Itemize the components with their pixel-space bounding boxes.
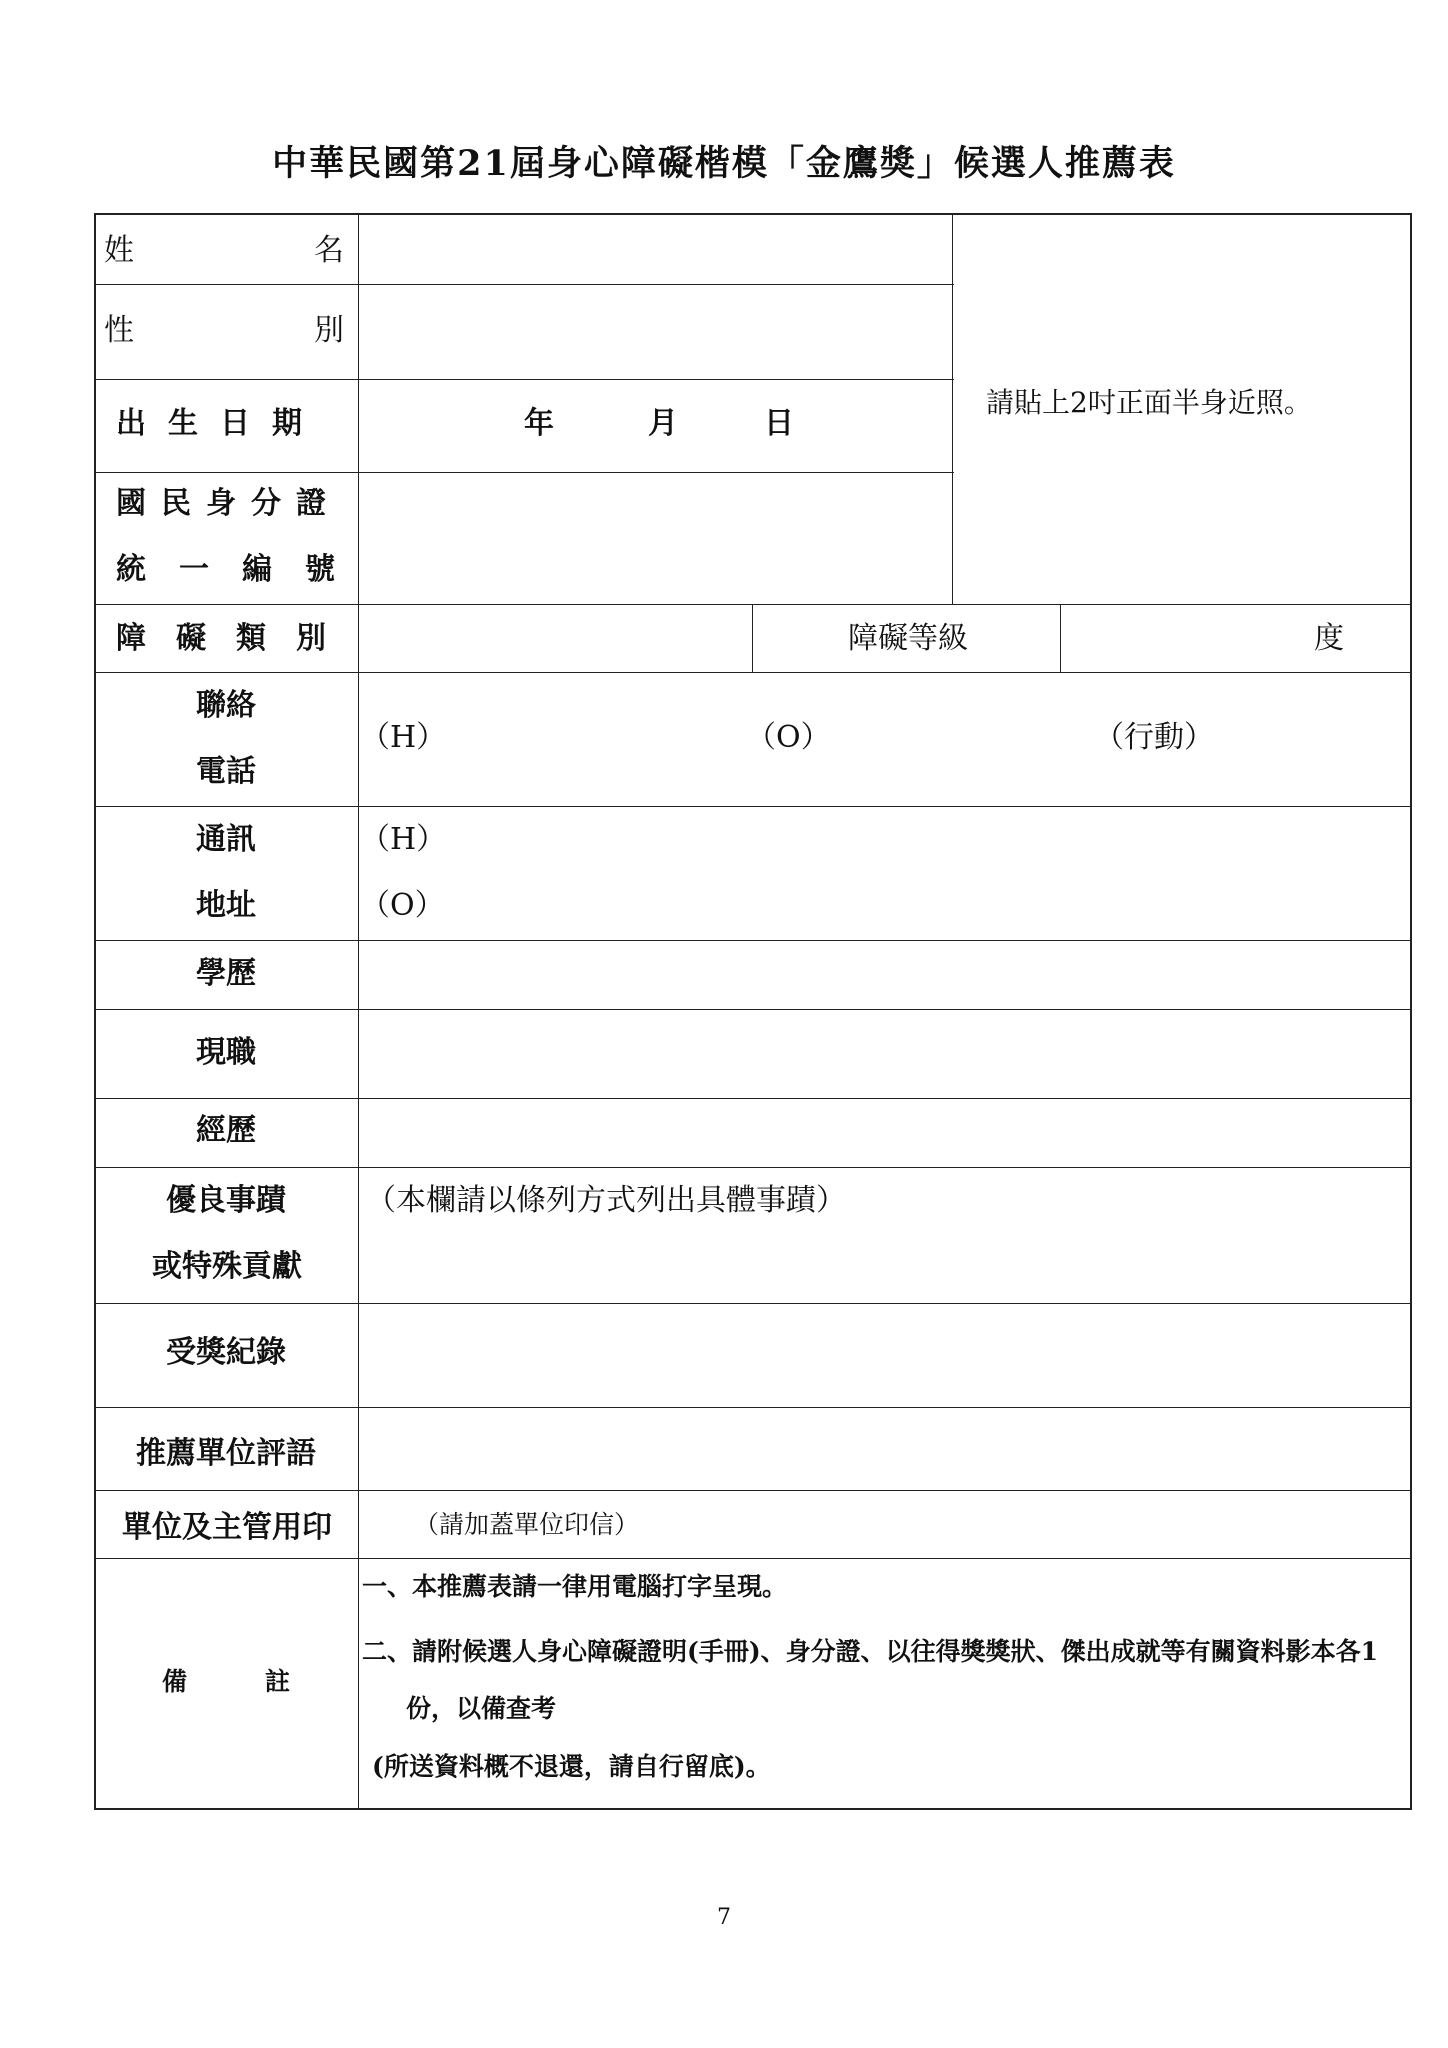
experience-input[interactable]	[360, 1100, 1410, 1166]
row-divider	[96, 1558, 1412, 1559]
disability-level-label: 障礙等級	[848, 621, 968, 656]
achievement-label-line2: 或特殊貢獻	[152, 1249, 302, 1284]
remarks-note-2-line2: 份，以備查考	[406, 1694, 557, 1723]
phone-home-label: （H）	[360, 720, 447, 755]
address-input[interactable]	[360, 808, 1410, 938]
seal-label: 單位及主管用印	[122, 1510, 332, 1545]
row-divider	[96, 672, 1412, 673]
form-title: 中華民國第21屆身心障礙楷模「金鷹獎」候選人推薦表	[272, 143, 1176, 184]
row-divider	[96, 940, 1412, 941]
seal-hint: （請加蓋單位印信）	[414, 1510, 640, 1539]
row-divider	[96, 1407, 1412, 1408]
remarks-note-1: 一、本推薦表請一律用電腦打字呈現。	[362, 1572, 788, 1601]
col-divider	[358, 215, 359, 1810]
birth-month-label: 月	[648, 406, 678, 441]
row-divider	[96, 1009, 1412, 1010]
id-number-input[interactable]	[360, 474, 950, 603]
id-label-line2: 統一編號	[116, 552, 368, 587]
phone-label-line1: 聯絡	[196, 688, 256, 723]
name-label-char: 名	[314, 233, 344, 268]
name-label	[104, 225, 344, 269]
achievement-hint: （本欄請以條列方式列出具體事蹟）	[366, 1183, 846, 1218]
col-divider	[752, 604, 753, 672]
education-input[interactable]	[360, 942, 1410, 1008]
col-divider	[1060, 604, 1061, 672]
birth-date-input[interactable]	[360, 381, 950, 471]
page-number: 7	[717, 1905, 731, 1930]
birth-day-label: 日	[764, 406, 794, 441]
row-divider	[96, 284, 954, 285]
gender-input[interactable]	[360, 286, 950, 378]
nomination-form	[94, 213, 1412, 1810]
birth-date-label: 出生日期	[116, 406, 324, 441]
remarks-note-2-line1: 二、請附候選人身心障礙證明(手冊)、身分證、以往得獎獎狀、傑出成就等有關資料影本各1	[362, 1637, 1379, 1666]
phone-mobile-label: （行動）	[1094, 720, 1214, 755]
seal-slot[interactable]	[360, 1492, 1410, 1557]
disability-level-input[interactable]	[1062, 606, 1410, 671]
degree-label: 度	[1314, 621, 1344, 656]
remarks-note-3: (所送資料概不退還，請自行留底)。	[372, 1752, 771, 1781]
row-divider	[96, 1167, 1412, 1168]
birth-year-label: 年	[524, 406, 554, 441]
row-divider	[96, 1098, 1412, 1099]
achievement-input[interactable]	[360, 1169, 1410, 1302]
remarks-label	[162, 1662, 290, 1698]
row-divider	[96, 379, 954, 380]
experience-label: 經歷	[196, 1113, 256, 1148]
remarks-label-char: 註	[264, 1667, 290, 1696]
address-label-line2: 地址	[196, 888, 256, 923]
row-divider	[96, 1490, 1412, 1491]
achievement-label-line1: 優良事蹟	[166, 1183, 286, 1218]
awards-input[interactable]	[360, 1305, 1410, 1406]
current-job-input[interactable]	[360, 1011, 1410, 1097]
gender-label-char: 性	[104, 313, 134, 348]
education-label: 學歷	[196, 956, 256, 991]
address-label-line1: 通訊	[196, 822, 256, 857]
phone-office-label: （O）	[746, 720, 831, 755]
row-divider	[96, 604, 1412, 605]
photo-note: 請貼上2吋正面半身近照。	[986, 386, 1312, 419]
recommender-comment-label: 推薦單位評語	[136, 1436, 316, 1471]
disability-type-input[interactable]	[360, 606, 750, 671]
remarks-label-char: 備	[162, 1667, 188, 1696]
awards-label: 受獎紀錄	[166, 1335, 286, 1370]
col-divider	[952, 215, 953, 604]
phone-input[interactable]	[360, 674, 1410, 804]
name-input[interactable]	[360, 217, 950, 283]
row-divider	[96, 472, 954, 473]
gender-label	[104, 305, 344, 349]
disability-type-label: 障礙類別	[116, 621, 356, 656]
name-label-char: 姓	[104, 233, 134, 268]
recommender-comment-input[interactable]	[360, 1409, 1410, 1489]
id-label-line1: 國民身分證	[116, 486, 341, 521]
address-home-label: （H）	[360, 822, 447, 857]
address-office-label: （O）	[360, 888, 445, 923]
row-divider	[96, 806, 1412, 807]
row-divider	[96, 1303, 1412, 1304]
phone-label-line2: 電話	[196, 754, 256, 789]
gender-label-char: 別	[314, 313, 344, 348]
current-job-label: 現職	[196, 1035, 256, 1070]
